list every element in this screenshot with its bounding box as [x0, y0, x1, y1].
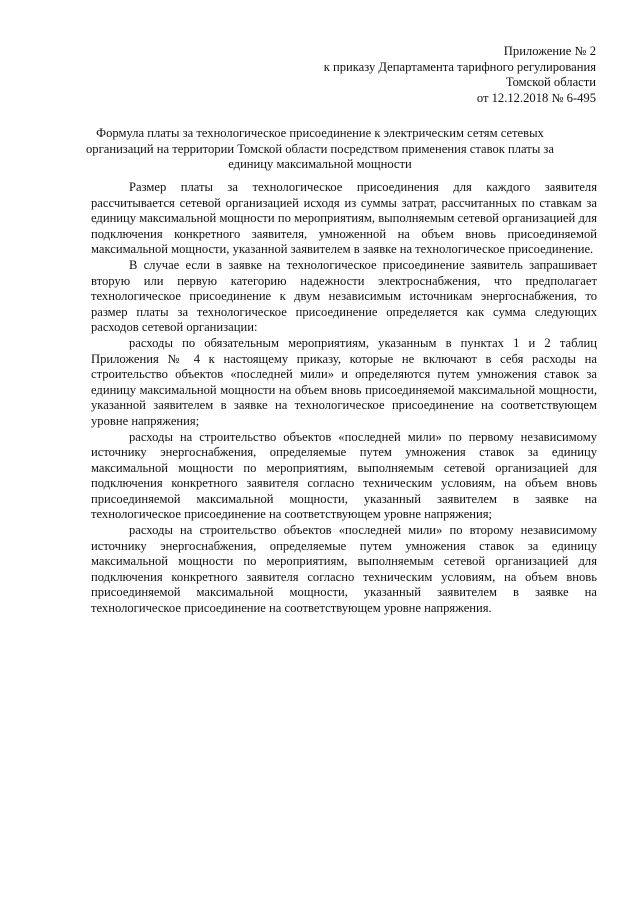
region-name: Томской области: [505, 75, 596, 90]
order-date-number: от 12.12.2018 № 6-495: [476, 90, 596, 105]
paragraph: Размер платы за технологическое присоединения для каждого заявителя рассчитывается сетевой организацией исходя из суммы затрат, рассчитанных по ставкам за единицу максимальной мощности по мероприятиям, выполняемым сетевой организацией для подключения конкретного заявителя, умноженной на объем вновь присоединяемой максимальной мощности, указанной заявителем в заявке на технологическое присоединение.: [91, 180, 597, 257]
paragraph: расходы по обязательным мероприятиям, указанным в пунктах 1 и 2 таблиц Приложения № 4 к настоящему приказу, которые не включают в себя расходы на строительство объектов «последней мили» и определяются путем умножения ставок за единицу максимальной мощности на объем вновь присоединяемой максимальной мощности, указанной заявителем в заявке на технологическое присоединение на соответствующем уровне напряжения;: [91, 335, 597, 428]
paragraph: расходы на строительство объектов «последней мили» по первому независимому источнику энергоснабжения, определяемые путем умножения ставок за единицу максимальной мощности по мероприятиям, выполняемым сетевой организацией для подключения конкретного заявителя согласно техническим условиям, на объем вновь присоединяемой максимальной мощности, указанный заявителем в заявке на технологическое присоединение на соответствующем уровне напряжения;: [91, 429, 597, 522]
appendix-header: [256, 44, 596, 106]
appendix-number: Приложение № 2: [503, 44, 596, 58]
paragraph: расходы на строительство объектов «последней мили» по второму независимому источнику энергоснабжения, определяемые путем умножения ставок за единицу максимальной мощности по мероприятиям, выполняемым сетевой организацией для подключения конкретного заявителя согласно техническим условиям, на объем вновь присоединяемой максимальной мощности, указанный заявителем в заявке на технологическое присоединение на соответствующем уровне напряжения.: [91, 523, 597, 616]
paragraph: В случае если в заявке на технологическое присоединение заявитель запрашивает вторую или первую категорию надежности электроснабжения, что предполагает технологическое присоединение к двум независимым источникам энергоснабжения, то размер платы за технологическое присоединение определяется как сумма следующих расходов сетевой организации:: [91, 257, 597, 335]
document-body: [91, 180, 597, 617]
document-title: Формула платы за технологическое присоединение к электрическим сетям сетевых организаций на территории Томской области посредством применения ставок платы за единицу максимальной мощности: [85, 126, 554, 172]
order-reference: к приказу Департамента тарифного регулирования: [323, 59, 596, 74]
